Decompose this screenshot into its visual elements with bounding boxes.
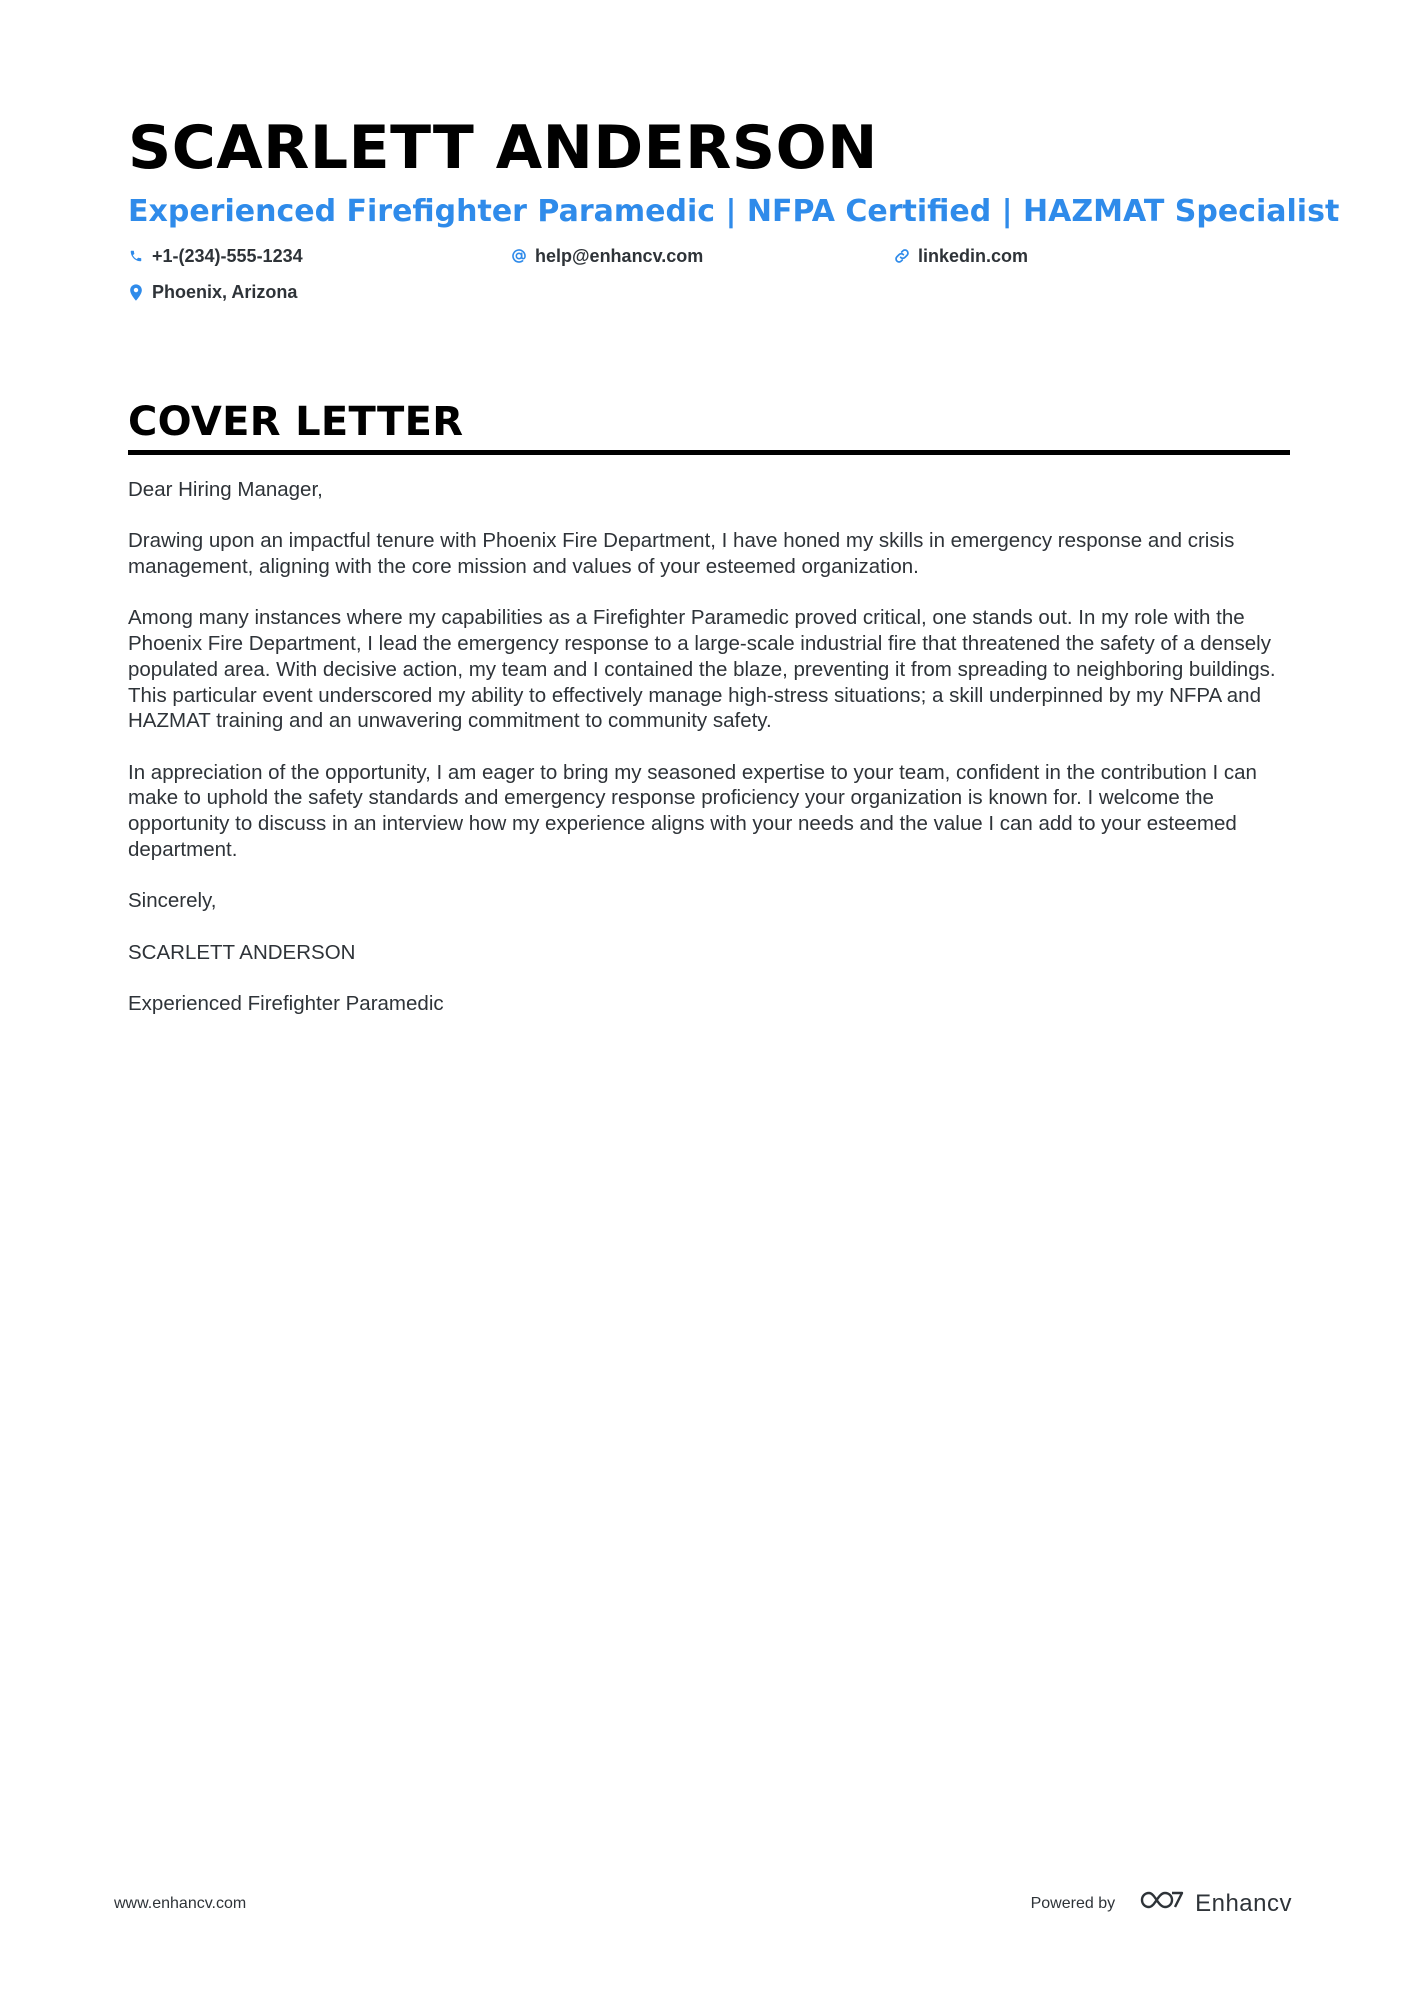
contact-location-text: Phoenix, Arizona (152, 281, 298, 302)
contact-email-text[interactable]: help@enhancv.com (535, 245, 704, 266)
powered-by-label: Powered by (1030, 1894, 1116, 1912)
letter-paragraph: Among many instances where my capabilities as a Firefighter Paramedic proved critical, one stands out. In my role with the Phoenix Fire Department, I lead the emergency response to a large-scale industrial fire that threatened the safety of a densely populated area. With decisive action, my team and I contained the blaze, preventing it from spreading to neighboring buildings. This particular event underscored my ability to effectively manage high-stress situations; a skill underpinned by my NFPA and HAZMAT training and an unwavering commitment to community safety. (128, 606, 1276, 733)
at-icon (511, 246, 527, 266)
letter-paragraph: In appreciation of the opportunity, I am eager to bring my seasoned expertise to your team, confident in the contribution I can make to uphold the safety standards and emergency response proficiency your organization is known for. I welcome the opportunity to discuss in an interview how my experience aligns with your needs and the value I can add to your esteemed department. (128, 760, 1257, 861)
letter-paragraph: Drawing upon an impactful tenure with Phoenix Fire Department, I have honed my skills in emergency response and crisis management, aligning with the core mission and values of your esteemed organization. (128, 529, 1235, 579)
contact-location (128, 280, 511, 304)
section-heading-cover-letter: COVER LETTER (128, 396, 1290, 455)
phone-icon (128, 246, 144, 266)
contact-link (894, 244, 1290, 268)
contact-list (128, 244, 1290, 304)
applicant-title: Experienced Firefighter Paramedic | NFPA Certified | HAZMAT Specialist (128, 194, 1340, 229)
contact-phone (128, 244, 511, 268)
cover-letter-page (128, 110, 1340, 1042)
contact-email (511, 244, 894, 268)
letter-signature-title: Experienced Firefighter Paramedic (128, 991, 444, 1015)
footer-website[interactable]: www.enhancv.com (114, 1895, 247, 1912)
enhancv-logo-icon (1139, 1888, 1185, 1919)
link-icon (894, 246, 910, 266)
enhancv-brand[interactable] (1139, 1888, 1292, 1919)
letter-salutation: Dear Hiring Manager, (128, 478, 323, 501)
letter-closing: Sincerely, (128, 889, 217, 913)
applicant-name: SCARLETT ANDERSON (128, 113, 878, 183)
letter-signature: SCARLETT ANDERSON (128, 940, 356, 964)
contact-link-text[interactable]: linkedin.com (918, 245, 1029, 266)
letter-body (128, 477, 1290, 1017)
enhancv-brand-text: Enhancv (1195, 1889, 1292, 1917)
location-pin-icon (128, 282, 144, 302)
footer-branding (1031, 1888, 1292, 1919)
contact-phone-text: +1-(234)-555-1234 (152, 245, 303, 266)
